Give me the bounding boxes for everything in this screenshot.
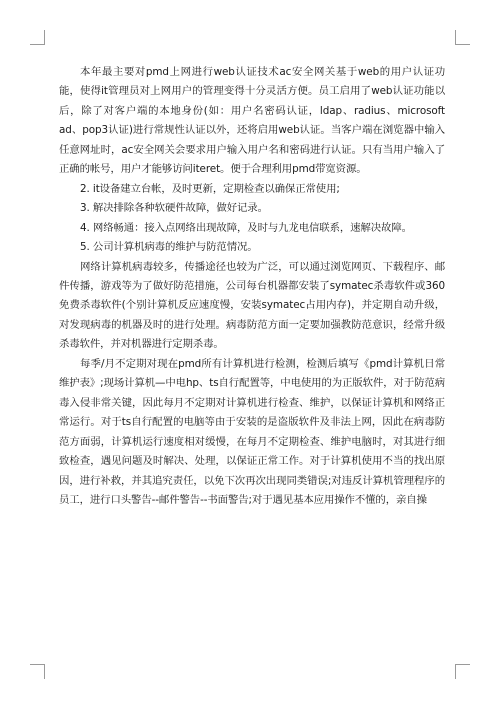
paragraph-maintenance: 每季/月不定期对现在pmd所有计算机进行检测，检测后填写《pmd计算机日常维护表》;现场计算机—中电hp、ts自行配置等，中电使用的为正版软件，对于防范病毒入侵非常关键，因此每月不定期对计算机进行检查、维护，以保证计算机和网络正常运行。对于ts自行配置的电脑等由于安装的是盗版软件及非法上网，因此在病毒防范方面弱，计算机运行速度相对缓慢，在每月不定期检查、维护电脑时，对其进行细致检查，遇见问题及时解决、处理，以保证正常工作。对于计算机使用不当的找出原因，进行补救，并其追究责任，以免下次再次出现同类错误;对违反计算机管理程序的员工，进行口头警告--邮件警告--书面警告;对于遇见基本应用操作不懂的，亲自操 — [59, 357, 445, 506]
paragraph-network: 4. 网络畅通：接入点网络出现故障，及时与九龙电信联系，速解决故障。 — [80, 221, 412, 234]
paragraph-web-auth: 本年最主要对pmd上网进行web认证技术ac安全网关基于web的用户认证功能，使得it管理员对上网用户的管理变得十分灵活方便。员工启用了web认证功能以后，除了对客户端的本地身份(如：用户名密码认证，ldap、radius、microsoft ad、pop3认证)进行常规性认证以外，还将启用web认证。当客户端在浏览器中输入任意网址时，ac安全网关会要求用户输入用户名和密码进行认证。只有当用户输入了正确的帐号，用户才能够访问iteret。便于合理利用pmd带宽资源。 — [59, 66, 445, 176]
crop-mark-top-right — [455, 30, 470, 45]
crop-mark-top-left — [30, 30, 45, 45]
document-body — [59, 63, 445, 510]
paragraph-virus-prevention: 网络计算机病毒较多，传播途径也较为广泛，可以通过浏览网页、下载程序、邮件传播，游戏等为了做好防范措施，公司每台机器都安装了symatec杀毒软件或360免费杀毒软件(个别计算机反应速度慢，安装symatec占用内存)，并定期自动升级，对发现病毒的机器及时的进行处理。病毒防范方面一定要加强教防范意识，经常升级杀毒软件，并对机器进行定期杀毒。 — [59, 260, 445, 351]
paragraph-virus-heading: 5. 公司计算机病毒的维护与防范情况。 — [80, 241, 258, 254]
paragraph-fault-fixing: 3. 解决排除各种软硬件故障，做好记录。 — [80, 202, 268, 215]
crop-mark-bottom-left — [30, 664, 45, 679]
crop-mark-bottom-right — [455, 664, 470, 679]
paragraph-it-inventory: 2. it设备建立台帐，及时更新，定期检查以确保正常使用; — [80, 182, 340, 195]
